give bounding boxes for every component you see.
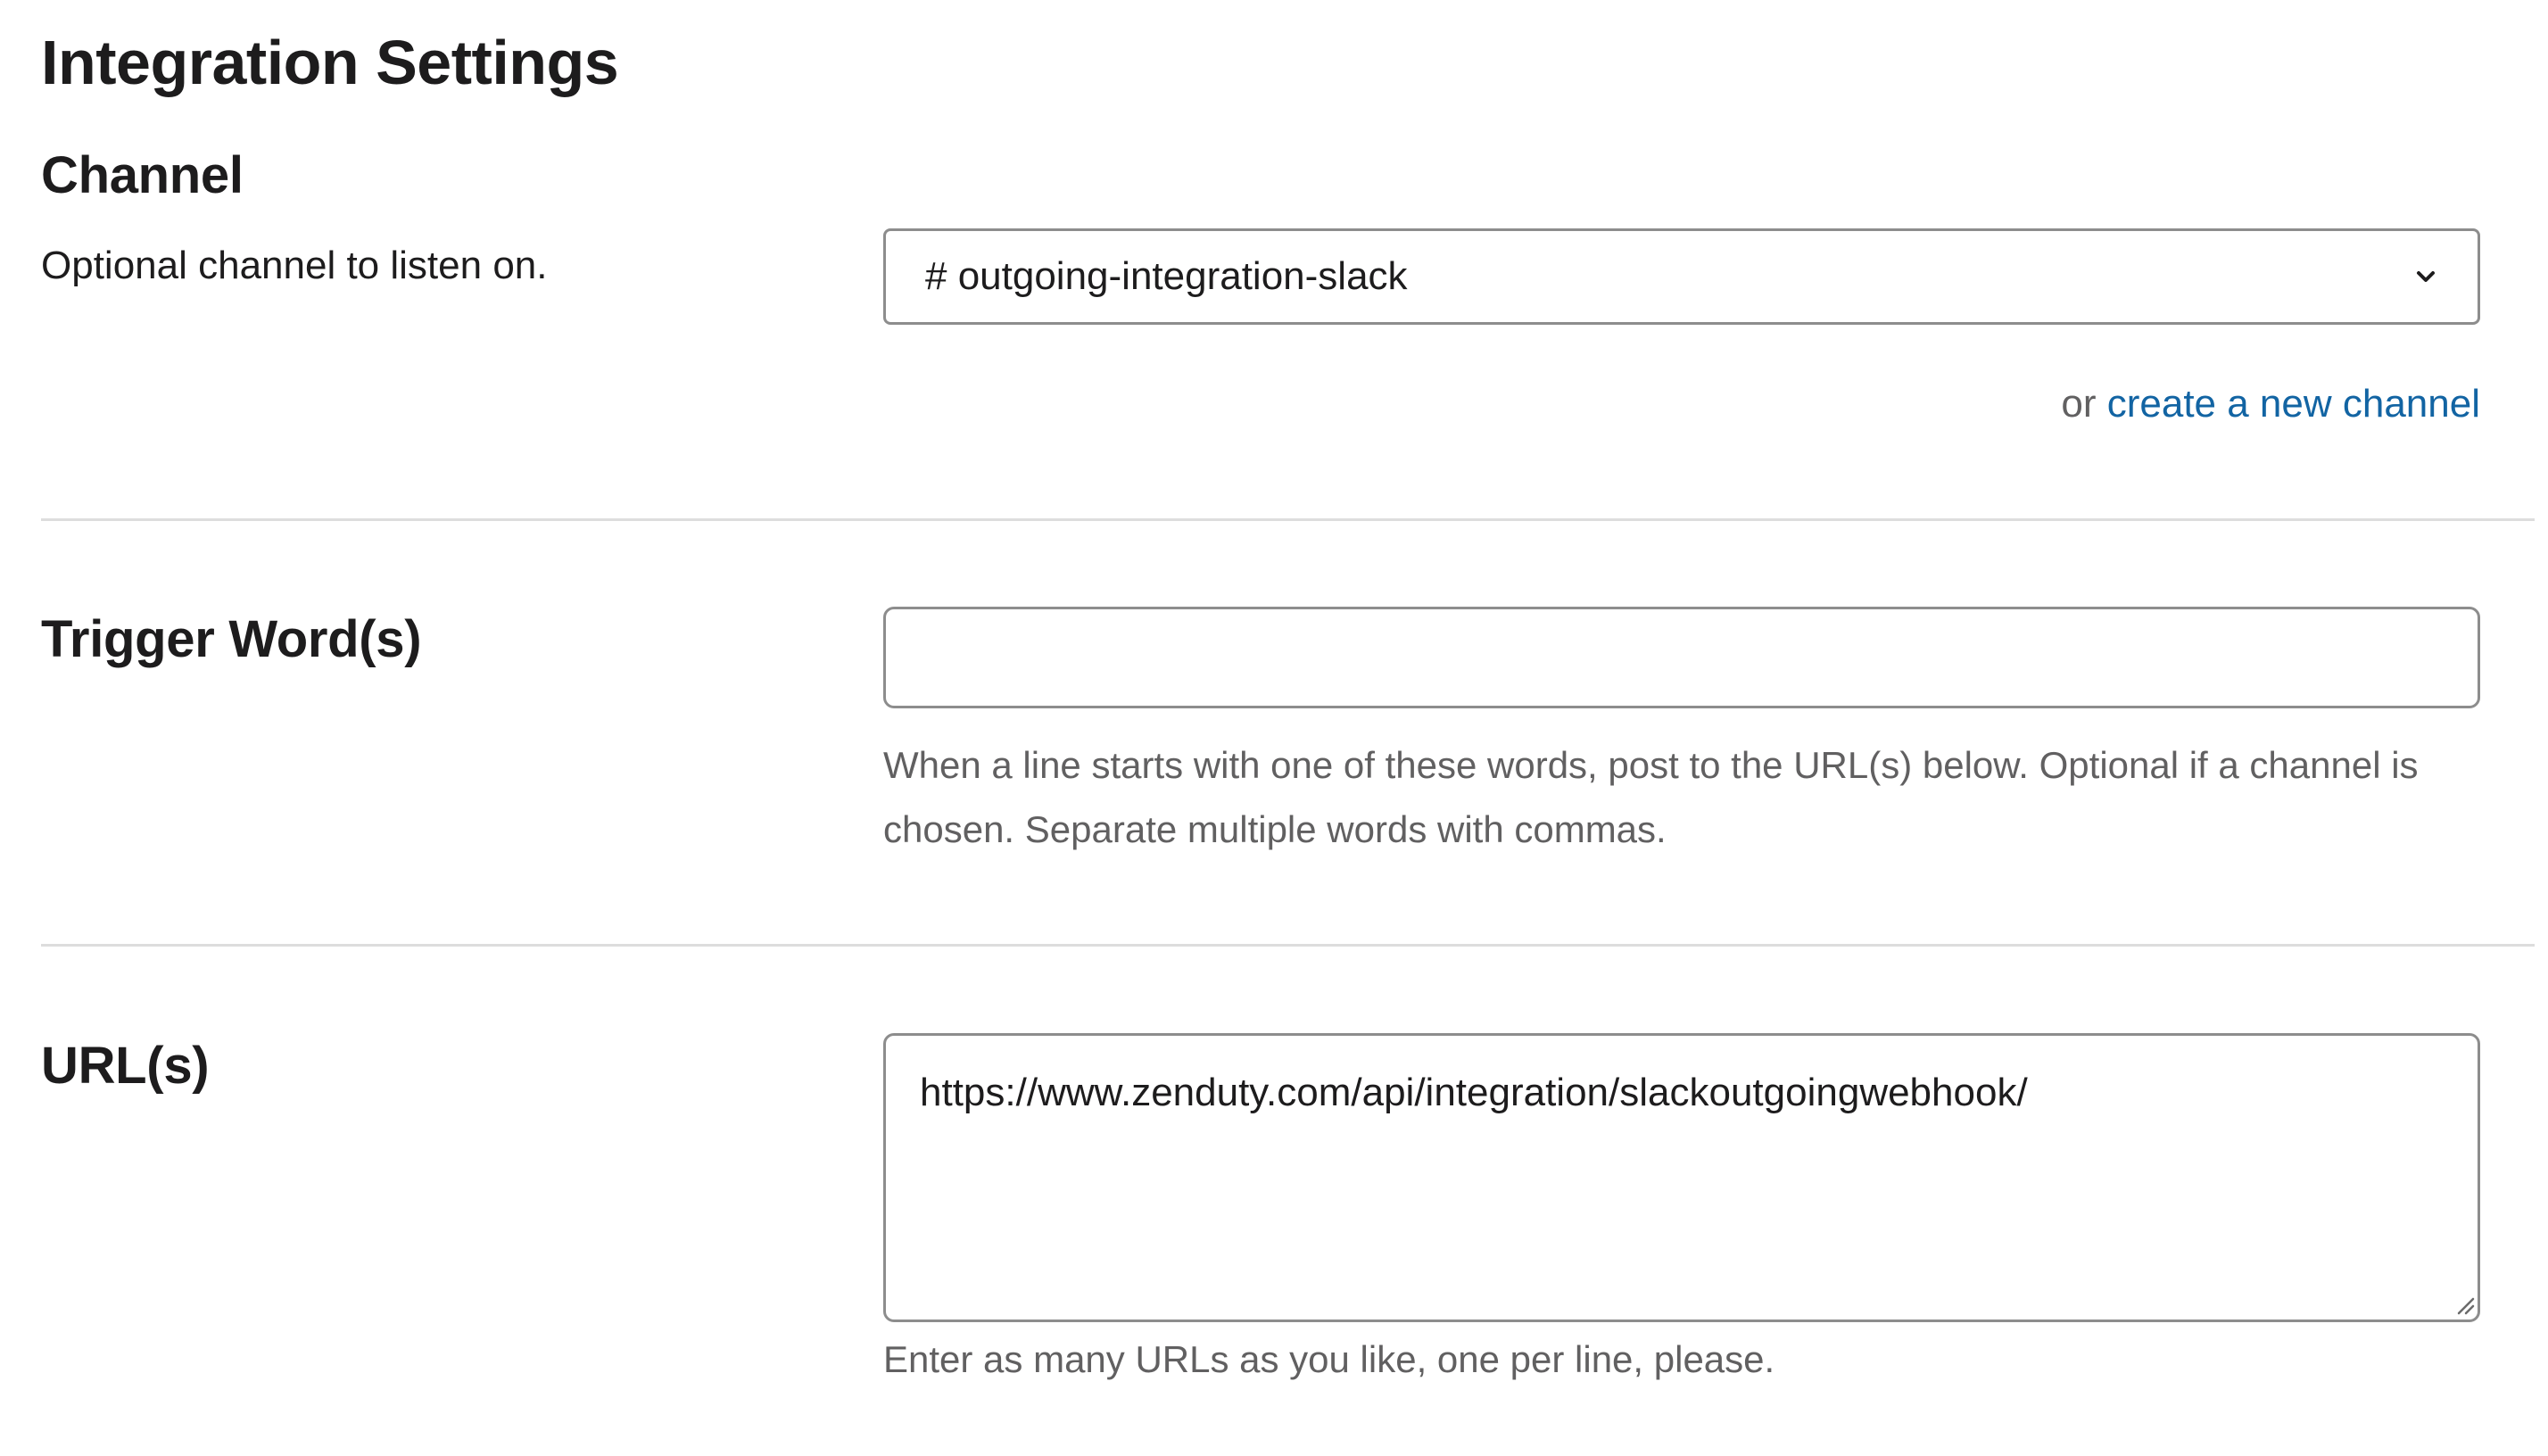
- urls-textarea[interactable]: [883, 1033, 2480, 1322]
- channel-heading: Channel: [41, 146, 244, 204]
- channel-select[interactable]: [883, 228, 2480, 325]
- page-title: Integration Settings: [41, 28, 619, 97]
- trigger-words-input[interactable]: [883, 607, 2480, 708]
- urls-heading: URL(s): [41, 1037, 210, 1095]
- trigger-words-help-line-2: chosen. Separate multiple words with commas.: [883, 808, 1667, 850]
- trigger-words-help-line-1: When a line starts with one of these words, post to the URL(s) below. Optional if a channel is: [883, 744, 2419, 786]
- urls-help-text: Enter as many URLs as you like, one per line, please.: [883, 1338, 1775, 1380]
- section-divider: [41, 518, 2535, 521]
- create-new-channel-link[interactable]: create a new channel: [2106, 382, 2480, 426]
- channel-select-value: # outgoing-integration-slack: [925, 254, 1408, 298]
- create-channel-line: [2061, 379, 2480, 429]
- channel-description: Optional channel to listen on.: [41, 244, 548, 287]
- chevron-down-icon: [2415, 266, 2436, 287]
- section-divider: [41, 944, 2535, 947]
- trigger-words-heading: Trigger Word(s): [41, 610, 422, 668]
- resize-handle-icon[interactable]: [2455, 1295, 2475, 1315]
- or-text: or: [2061, 382, 2107, 426]
